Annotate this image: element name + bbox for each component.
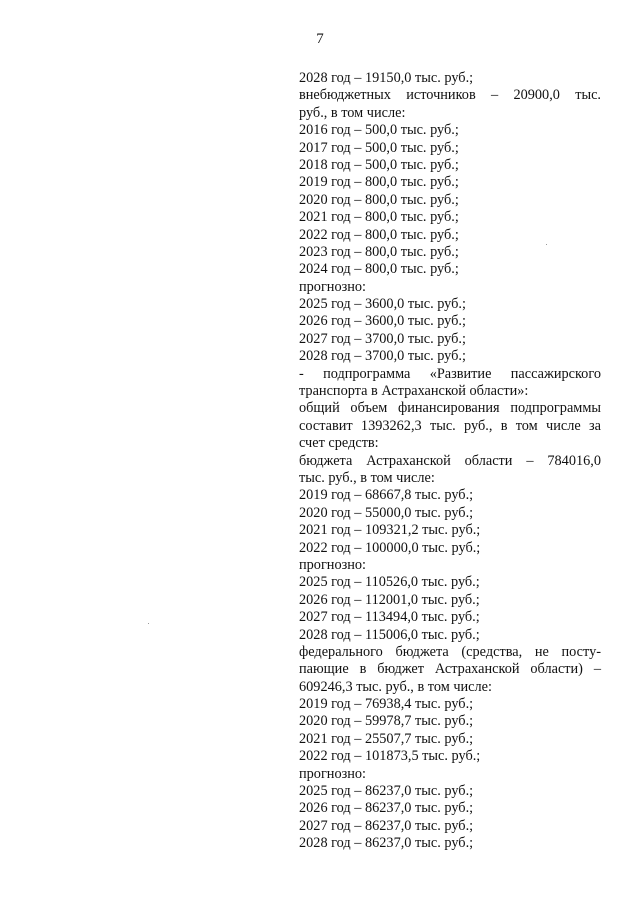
text-line: пающие в бюджет Астраханской области) –	[299, 661, 601, 678]
page-number: 7	[316, 31, 324, 47]
text-line: 2028 год – 3700,0 тыс. руб.;	[299, 348, 466, 365]
text-line: руб., в том числе:	[299, 104, 406, 121]
text-line: 2026 год – 112001,0 тыс. руб.;	[299, 591, 480, 608]
text-line: 2018 год – 500,0 тыс. руб.;	[299, 156, 459, 173]
text-line: тыс. руб., в том числе:	[299, 469, 435, 486]
scan-speck	[148, 623, 149, 624]
text-line: прогнозно:	[299, 765, 367, 782]
text-line: прогнозно:	[299, 278, 367, 295]
text-line: 2022 год – 800,0 тыс. руб.;	[299, 226, 459, 243]
text-line: 2022 год – 100000,0 тыс. руб.;	[299, 539, 481, 556]
text-line: 2028 год – 115006,0 тыс. руб.;	[299, 626, 480, 643]
text-line: 2019 год – 800,0 тыс. руб.;	[299, 174, 459, 191]
text-line: 2025 год – 110526,0 тыс. руб.;	[299, 574, 480, 591]
text-line: 2021 год – 109321,2 тыс. руб.;	[299, 522, 481, 539]
text-line: 2016 год – 500,0 тыс. руб.;	[299, 122, 459, 139]
text-line: 2023 год – 800,0 тыс. руб.;	[299, 243, 459, 260]
text-line: 2028 год – 86237,0 тыс. руб.;	[299, 835, 474, 852]
text-line: 2022 год – 101873,5 тыс. руб.;	[299, 748, 481, 765]
text-line: федерального бюджета (средства, не посту-	[299, 643, 601, 660]
text-line: 2027 год – 3700,0 тыс. руб.;	[299, 330, 466, 347]
text-line: 2020 год – 59978,7 тыс. руб.;	[299, 713, 474, 730]
text-line: 2021 год – 25507,7 тыс. руб.;	[299, 730, 474, 747]
text-line: 2027 год – 113494,0 тыс. руб.;	[299, 609, 480, 626]
text-line: 2021 год – 800,0 тыс. руб.;	[299, 209, 459, 226]
text-line: составит 1393262,3 тыс. руб., в том числе за	[299, 417, 601, 434]
text-line: 609246,3 тыс. руб., в том числе:	[299, 678, 492, 695]
scan-speck	[546, 244, 547, 245]
text-line: внебюджетных источников – 20900,0 тыс.	[299, 87, 601, 104]
text-line: 2019 год – 76938,4 тыс. руб.;	[299, 696, 474, 713]
text-line: 2028 год – 19150,0 тыс. руб.;	[299, 70, 474, 86]
text-line: прогнозно:	[299, 556, 367, 573]
text-line: 2024 год – 800,0 тыс. руб.;	[299, 261, 459, 278]
text-line: 2019 год – 68667,8 тыс. руб.;	[299, 487, 474, 504]
text-line: 2017 год – 500,0 тыс. руб.;	[299, 139, 459, 156]
text-line: общий объем финансирования подпрограммы	[299, 400, 601, 417]
text-line: 2025 год – 3600,0 тыс. руб.;	[299, 296, 466, 313]
text-line: 2020 год – 800,0 тыс. руб.;	[299, 191, 459, 208]
text-line: 2027 год – 86237,0 тыс. руб.;	[299, 817, 474, 834]
text-line: 2025 год – 86237,0 тыс. руб.;	[299, 783, 474, 800]
text-line: транспорта в Астраханской области»:	[299, 383, 529, 400]
text-line: бюджета Астраханской области – 784016,0	[299, 452, 601, 469]
text-line: 2026 год – 3600,0 тыс. руб.;	[299, 313, 466, 330]
text-line: 2020 год – 55000,0 тыс. руб.;	[299, 504, 474, 521]
text-line: 2026 год – 86237,0 тыс. руб.;	[299, 800, 474, 817]
text-line: - подпрограмма «Развитие пассажирского	[299, 365, 601, 382]
budget-text-column	[299, 70, 601, 853]
text-line: счет средств:	[299, 435, 379, 452]
